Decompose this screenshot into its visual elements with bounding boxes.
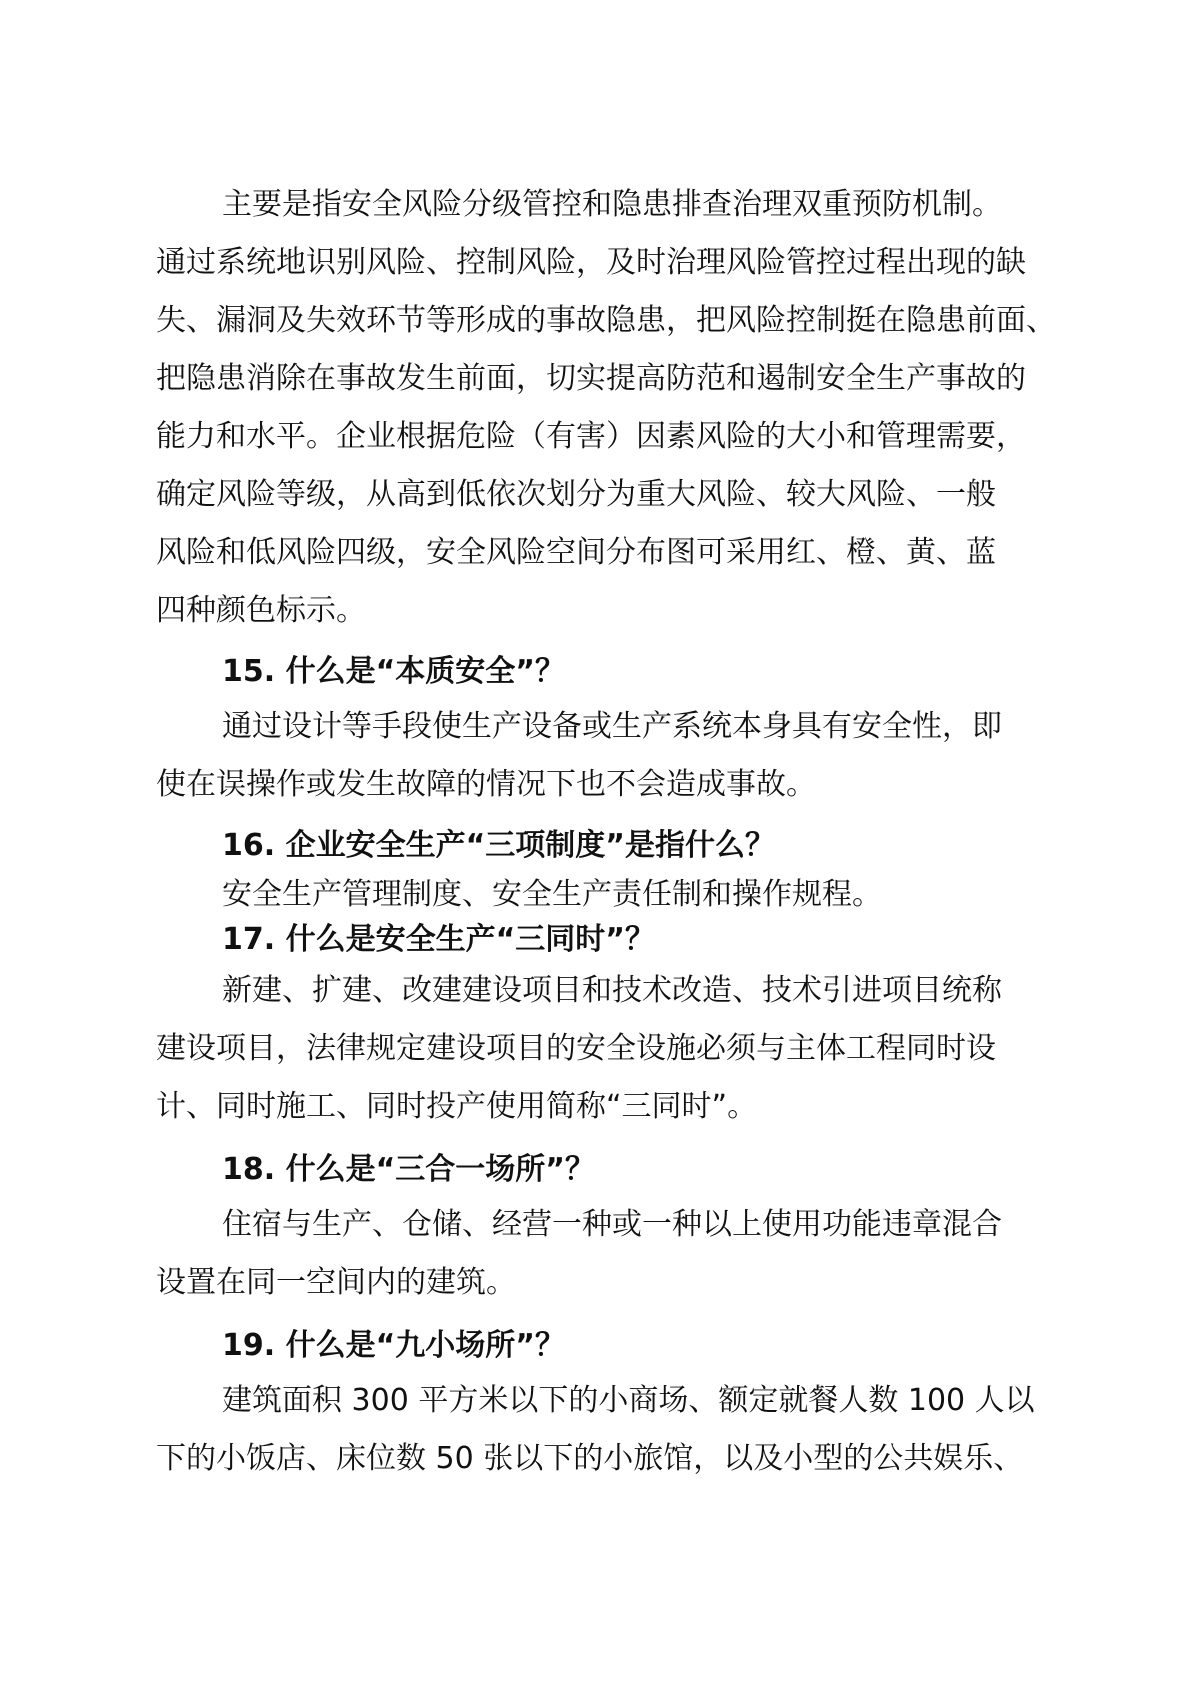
document-body [156, 176, 1068, 1488]
section-q17 [156, 918, 1068, 1136]
question-heading: 15. 什么是“本质安全”？ [222, 654, 566, 689]
answer-line: 使在误操作或发生故障的情况下也不会造成事故。 [156, 767, 816, 802]
question-heading: 18. 什么是“三合一场所”？ [222, 1152, 596, 1187]
paragraph-line: 能力和水平。企业根据危险（有害）因素风险的大小和管理需要， [156, 419, 1026, 454]
paragraph-line: 确定风险等级，从高到低依次划分为重大风险、较大风险、一般 [156, 477, 996, 512]
paragraph-line: 失、漏洞及失效环节等形成的事故隐患，把风险控制挺在隐患前面、 [156, 303, 1056, 338]
paragraph-line: 通过系统地识别风险、控制风险，及时治理风险管控过程出现的缺 [156, 245, 1026, 280]
question-heading: 17. 什么是安全生产“三同时”？ [222, 922, 656, 957]
answer-line: 新建、扩建、改建建设项目和技术改造、技术引进项目统称 [222, 973, 1002, 1008]
paragraph-line: 把隐患消除在事故发生前面，切实提高防范和遏制安全生产事故的 [156, 361, 1026, 396]
answer-line: 建设项目，法律规定建设项目的安全设施必须与主体工程同时设 [156, 1031, 996, 1066]
section-q15 [156, 646, 1068, 814]
paragraph-line: 风险和低风险四级，安全风险空间分布图可采用红、橙、黄、蓝 [156, 535, 996, 570]
paragraph-line: 四种颜色标示。 [156, 593, 366, 628]
answer-line: 安全生产管理制度、安全生产责任制和操作规程。 [222, 877, 882, 912]
section-q16 [156, 820, 1068, 918]
section-q18 [156, 1144, 1068, 1312]
answer-line: 计、同时施工、同时投产使用简称“三同时”。 [156, 1089, 758, 1124]
paragraph-line: 主要是指安全风险分级管控和隐患排查治理双重预防机制。 [222, 187, 1002, 222]
answer-line: 建筑面积 300 平方米以下的小商场、额定就餐人数 100 人以 [222, 1383, 1035, 1418]
answer-line: 下的小饭店、床位数 50 张以下的小旅馆，以及小型的公共娱乐、 [156, 1441, 1024, 1476]
answer-line: 住宿与生产、仓储、经营一种或一种以上使用功能违章混合 [222, 1207, 1002, 1242]
question-heading: 16. 企业安全生产“三项制度”是指什么？ [222, 828, 776, 863]
answer-line: 通过设计等手段使生产设备或生产系统本身具有安全性，即 [222, 709, 1002, 744]
answer-line: 设置在同一空间内的建筑。 [156, 1265, 516, 1300]
question-heading: 19. 什么是“九小场所”？ [222, 1328, 566, 1363]
paragraph-intro [156, 176, 1068, 640]
section-q19 [156, 1320, 1068, 1488]
